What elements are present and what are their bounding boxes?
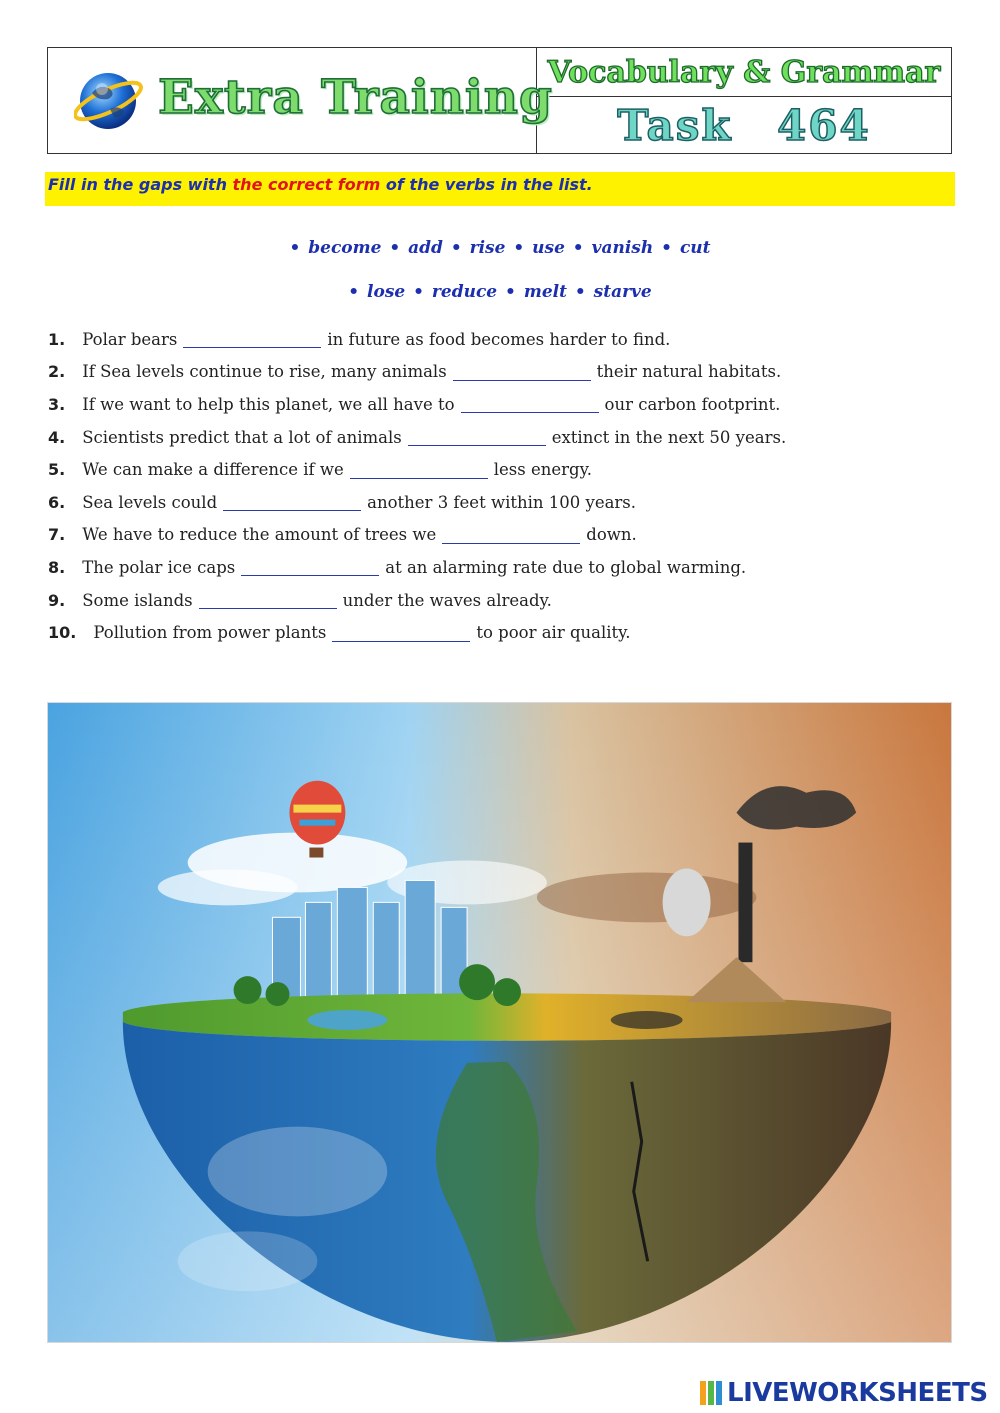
question-list: [48, 323, 968, 649]
question-number: 4.: [48, 427, 66, 447]
answer-gap[interactable]: [241, 558, 379, 576]
answer-gap[interactable]: [461, 395, 599, 413]
instruction-text-after: of the verbs in the list.: [380, 175, 593, 194]
question-item: [48, 421, 968, 454]
question-text-before: We have to reduce the amount of trees we: [82, 525, 437, 545]
question-item: [48, 453, 968, 486]
question-item: [48, 388, 968, 421]
instruction-text-before: Fill in the gaps with: [48, 175, 233, 194]
question-text-before: If we want to help this planet, we all have to: [82, 394, 455, 414]
question-text-after: down.: [586, 525, 637, 545]
task-panel: [537, 48, 951, 153]
question-text-before: Polar bears: [82, 329, 178, 349]
question-item: [48, 519, 968, 552]
question-text-after: in future as food becomes harder to find.: [327, 329, 671, 349]
question-number: 3.: [48, 394, 66, 414]
question-number: 2.: [48, 362, 66, 382]
question-text-before: Pollution from power plants: [93, 623, 327, 643]
question-text-after: to poor air quality.: [476, 623, 631, 643]
question-text-after: less energy.: [493, 460, 592, 480]
brand-title: Extra Training: [158, 70, 553, 125]
word-list-line-2: • lose • reduce • melt • starve: [348, 282, 652, 302]
question-number: 9.: [48, 590, 66, 610]
question-item: [48, 616, 968, 649]
answer-gap[interactable]: [199, 591, 337, 609]
question-text-after: at an alarming rate due to global warming.: [385, 557, 747, 577]
question-text-before: Some islands: [82, 590, 193, 610]
answer-gap[interactable]: [453, 363, 591, 381]
question-number: 6.: [48, 492, 66, 512]
question-item: [48, 486, 968, 519]
split-earth-image: [48, 703, 951, 1342]
question-item: [48, 323, 968, 356]
question-text-after: our carbon footprint.: [604, 394, 781, 414]
word-list-line-1: • become • add • rise • use • vanish • cut: [289, 238, 711, 258]
answer-gap[interactable]: [332, 624, 470, 642]
task-cell: [537, 97, 951, 153]
answer-gap[interactable]: [183, 330, 321, 348]
question-item: [48, 356, 968, 389]
question-text-after: another 3 feet within 100 years.: [367, 492, 637, 512]
globe-logo-icon: [74, 63, 146, 135]
question-text-before: We can make a difference if we: [82, 460, 344, 480]
earth-climate-illustration: [47, 702, 952, 1343]
brand-panel: [48, 48, 553, 153]
answer-gap[interactable]: [442, 526, 580, 544]
question-text-after: extinct in the next 50 years.: [551, 427, 787, 447]
watermark-text: LIVEWORKSHEETS: [727, 1378, 988, 1408]
worksheet-header: [47, 47, 952, 154]
question-text-after: their natural habitats.: [596, 362, 782, 382]
instruction-highlight: the correct form: [232, 175, 381, 194]
answer-gap[interactable]: [408, 428, 546, 446]
instruction-bar: [45, 172, 955, 206]
liveworksheets-logo-icon: [700, 1379, 724, 1407]
section-title: Vocabulary & Grammar: [547, 54, 941, 90]
question-number: 8.: [48, 557, 66, 577]
question-text-after: under the waves already.: [342, 590, 552, 610]
question-number: 10.: [48, 623, 77, 643]
answer-gap[interactable]: [223, 493, 361, 511]
section-cell: [537, 48, 951, 97]
question-text-before: If Sea levels continue to rise, many animals: [82, 362, 447, 382]
question-item: [48, 551, 968, 584]
question-number: 5.: [48, 460, 66, 480]
question-number: 1.: [48, 329, 66, 349]
answer-gap[interactable]: [350, 461, 488, 479]
task-title: Task 464: [617, 100, 871, 150]
question-item: [48, 584, 968, 617]
question-number: 7.: [48, 525, 66, 545]
question-text-before: Sea levels could: [82, 492, 218, 512]
question-text-before: The polar ice caps: [82, 557, 236, 577]
question-text-before: Scientists predict that a lot of animals: [82, 427, 402, 447]
liveworksheets-watermark[interactable]: [700, 1378, 988, 1408]
